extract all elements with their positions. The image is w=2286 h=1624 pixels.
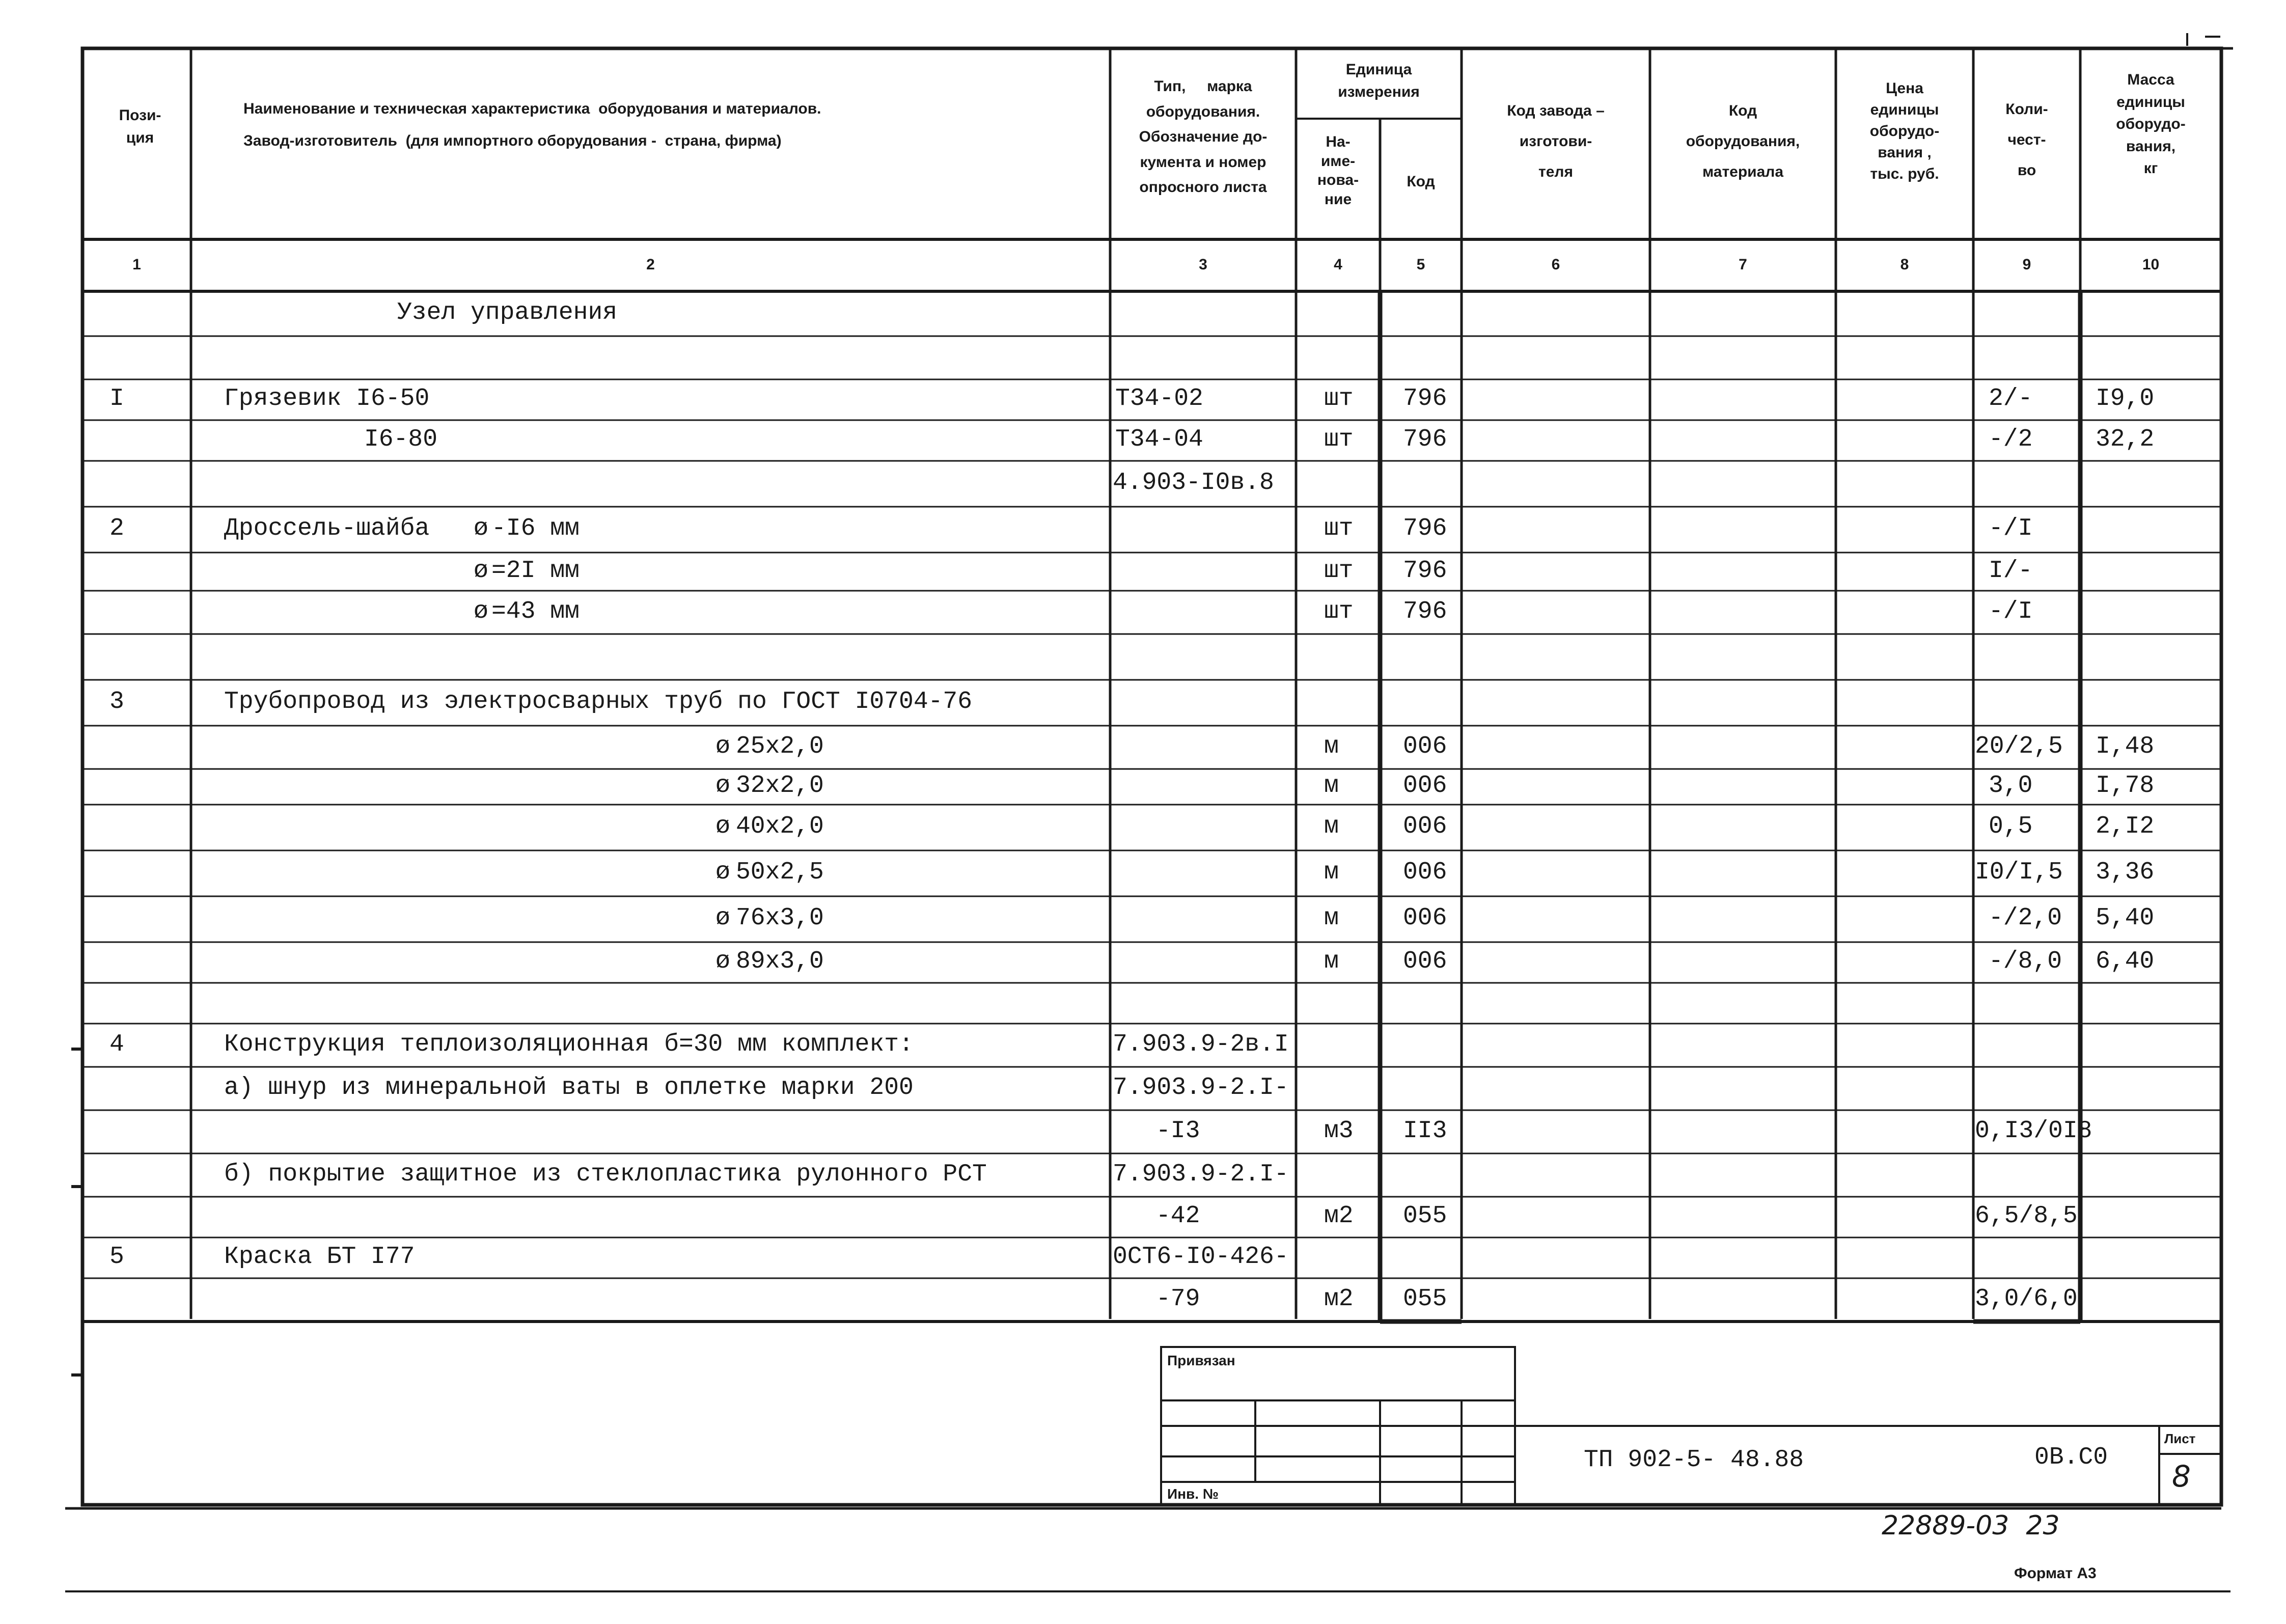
row-unit-code: 796 [1403, 426, 1447, 453]
row-quantity: 0,5 [1989, 813, 2033, 840]
row-position: I [109, 385, 124, 412]
row-mass: I,48 [2096, 732, 2155, 760]
row-quantity: I0/I,5 [1975, 859, 2063, 886]
row-name: Грязевик I6-50 [224, 385, 430, 412]
row-unit-code: 006 [1403, 772, 1447, 800]
diameter-symbol-icon: ø [715, 859, 730, 886]
row-mass: 6,40 [2096, 948, 2155, 975]
diameter-symbol-icon: ø [474, 597, 488, 625]
row-quantity: -/I [1989, 515, 2033, 542]
row-name: б) покрытие защитное из стеклопластика рулонного РСТ [224, 1160, 987, 1188]
row-unit-code: 006 [1403, 859, 1447, 886]
row-unit-code: 796 [1403, 557, 1447, 585]
row-unit: шт [1324, 597, 1354, 625]
row-name: Конструкция теплоизоляционная б=30 мм комплект: [224, 1030, 914, 1058]
row-unit: м [1324, 813, 1339, 840]
archive-number: 22889-03 23 [1882, 1510, 2060, 1541]
row-mass: 2,I2 [2096, 813, 2155, 840]
row-name: а) шнур из минеральной ваты в оплетке марки 200 [224, 1074, 914, 1102]
diameter-symbol-icon: ø [474, 557, 488, 585]
header-material-code: Код оборудования, материала [1686, 102, 1800, 180]
row-diameter: -I6 мм [491, 515, 580, 542]
row-unit: шт [1324, 385, 1354, 412]
row-unit: м [1324, 859, 1339, 886]
row-type: -42 [1156, 1202, 1200, 1230]
diameter-symbol-icon: ø [715, 904, 730, 932]
row-type: 7.903.9-2в.I [1113, 1030, 1289, 1058]
row-unit-code: 796 [1403, 597, 1447, 625]
column-number: 6 [1551, 256, 1560, 273]
row-name: Узел управления [397, 299, 618, 326]
row-unit-code: 055 [1403, 1285, 1447, 1313]
row-quantity: 20/2,5 [1975, 732, 2063, 760]
row-type: -79 [1156, 1285, 1200, 1313]
diameter-symbol-icon: ø [715, 813, 730, 840]
column-number: 10 [2142, 256, 2160, 273]
row-type: Т34-02 [1115, 385, 1203, 412]
row-type: 0СТ6-I0-426- [1113, 1243, 1289, 1271]
row-unit-code: 006 [1403, 904, 1447, 932]
row-quantity: I/- [1989, 557, 2033, 585]
header-mass: Масса единицы оборудо- вания, кг [2116, 71, 2186, 177]
row-name: Трубопровод из электросварных труб по ГОСТ I0704-76 [224, 688, 973, 715]
row-quantity: -/2 [1989, 426, 2033, 453]
row-unit: м2 [1324, 1285, 1354, 1313]
column-number: 1 [132, 256, 141, 273]
column-number: 2 [646, 256, 655, 273]
row-unit-code: 796 [1403, 385, 1447, 412]
header-unit-code: Код [1407, 173, 1435, 190]
row-unit: м [1324, 948, 1339, 975]
diameter-symbol-icon: ø [715, 732, 730, 760]
row-unit-code: II3 [1403, 1117, 1447, 1145]
row-type: 7.903.9-2.I- [1113, 1074, 1289, 1102]
row-unit: шт [1324, 515, 1354, 542]
row-name: Дроссель-шайба [224, 515, 430, 542]
row-name: 50x2,5 [736, 859, 824, 886]
row-quantity: 0,I3/0I8 [1975, 1117, 2092, 1145]
stamp-sheet-number: 8 [2172, 1459, 2191, 1494]
format-label: Формат А3 [2014, 1565, 2097, 1582]
column-number: 7 [1739, 256, 1747, 273]
row-mass: I9,0 [2096, 385, 2155, 412]
row-unit: м [1324, 732, 1339, 760]
column-number: 9 [2022, 256, 2031, 273]
row-quantity: -/I [1989, 597, 2033, 625]
row-mass: 3,36 [2096, 859, 2155, 886]
row-quantity: -/8,0 [1989, 948, 2062, 975]
row-type: -I3 [1156, 1117, 1200, 1145]
header-quantity: Коли- чест- во [2005, 101, 2048, 179]
row-mass: 32,2 [2096, 426, 2155, 453]
row-quantity: 2/- [1989, 385, 2033, 412]
row-name: 40x2,0 [736, 813, 824, 840]
header-price: Цена единицы оборудо- вания , тыс. руб. [1869, 80, 1940, 182]
header-type: Тип, марка оборудования. Обозначение до- кумента и номер опросного листа [1139, 78, 1268, 196]
row-unit: м3 [1324, 1117, 1354, 1145]
row-type: 7.903.9-2.I- [1113, 1160, 1289, 1188]
diameter-symbol-icon: ø [474, 515, 488, 542]
row-unit-code: 055 [1403, 1202, 1447, 1230]
header-position: Пози- ция [119, 107, 161, 146]
row-position: 2 [109, 515, 124, 542]
row-quantity: 3,0/6,0 [1975, 1285, 2078, 1313]
column-number: 4 [1334, 256, 1342, 273]
row-unit: шт [1324, 557, 1354, 585]
row-type: 4.903-I0в.8 [1113, 469, 1274, 497]
row-position: 5 [109, 1243, 124, 1271]
row-unit-code: 796 [1403, 515, 1447, 542]
stamp-sheet-label: Лист [2164, 1431, 2196, 1446]
column-number: 5 [1416, 256, 1425, 273]
diameter-symbol-icon: ø [715, 772, 730, 800]
row-name: I6-80 [364, 426, 438, 453]
row-diameter: =2I мм [491, 557, 580, 585]
row-diameter: =43 мм [491, 597, 580, 625]
stamp-document-code: 0В.С0 [2034, 1444, 2108, 1471]
row-unit: шт [1324, 426, 1354, 453]
row-name: 89x3,0 [736, 948, 824, 975]
column-number: 8 [1900, 256, 1909, 273]
row-type: Т34-04 [1115, 426, 1203, 453]
diameter-symbol-icon: ø [715, 948, 730, 975]
row-quantity: 3,0 [1989, 772, 2033, 800]
row-quantity: -/2,0 [1989, 904, 2062, 932]
row-unit-code: 006 [1403, 948, 1447, 975]
row-unit-code: 006 [1403, 813, 1447, 840]
row-unit: м [1324, 904, 1339, 932]
stamp-privyazan: Привязан [1167, 1353, 1235, 1368]
header-unit: Единица измерения [1338, 61, 1420, 100]
header-name: Наименование и техническая характеристика оборудования и материалов. Завод-изготовитель (для импортного оборудования - страна, фирма) [243, 100, 821, 149]
row-name: 32x2,0 [736, 772, 824, 800]
stamp-inventory-number: Инв. № [1167, 1486, 1219, 1502]
row-quantity: 6,5/8,5 [1975, 1202, 2078, 1230]
row-unit-code: 006 [1403, 732, 1447, 760]
row-unit: м [1324, 772, 1339, 800]
header-factory-code: Код завода – изготови- теля [1507, 102, 1605, 180]
row-position: 4 [109, 1030, 124, 1058]
row-mass: 5,40 [2096, 904, 2155, 932]
row-name: 76x3,0 [736, 904, 824, 932]
header-unit-name: На- име- нова- ние [1317, 133, 1359, 208]
column-number: 3 [1199, 256, 1207, 273]
row-name: Краска БТ I77 [224, 1243, 415, 1271]
row-unit: м2 [1324, 1202, 1354, 1230]
stamp-document-number: ТП 902-5- 48.88 [1584, 1446, 1804, 1474]
row-name: 25x2,0 [736, 732, 824, 760]
row-position: 3 [109, 688, 124, 715]
row-mass: I,78 [2096, 772, 2155, 800]
